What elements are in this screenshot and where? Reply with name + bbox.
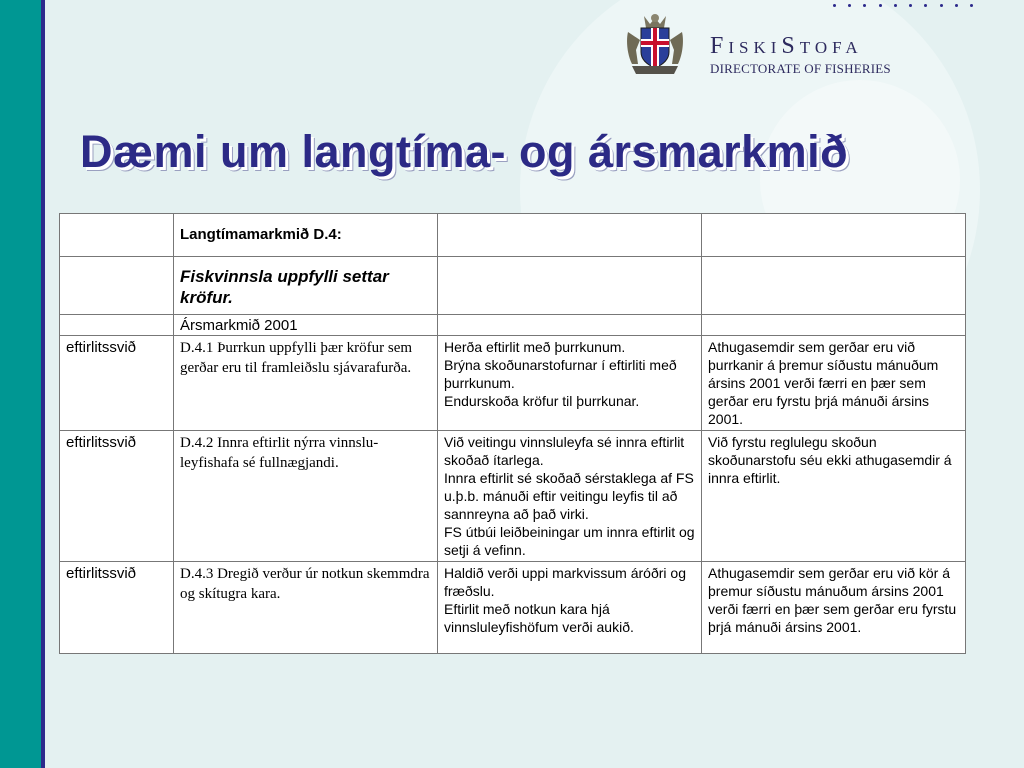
table-cell-empty <box>702 257 966 315</box>
table-header-row <box>60 214 966 257</box>
category-cell: eftirlitssvið <box>60 336 174 431</box>
table-cell-empty <box>438 214 702 257</box>
measure-cell: Við fyrstu reglulegu skoðun skoðunarstofu séu ekki athugasemdir á innra eftirlit. <box>702 431 966 562</box>
actions-cell <box>438 336 702 431</box>
brand-name: FISKISTOFA <box>710 33 863 59</box>
measure-cell: Athugasemdir sem gerðar eru við þurrkanir á þremur síðustu mánuðum ársins 2001 verði færri en þær sem gerðar eru fyrstu þrjá mánuði ársins 2001. <box>702 336 966 431</box>
table-cell-empty <box>702 214 966 257</box>
table-cell-empty <box>60 315 174 336</box>
measure-cell: Athugasemdir sem gerðar eru við kör á þremur síðustu mánuðum ársins 2001 verði færri en þær sem gerðar eru fyrstu þrjá mánuði ársins 2001. <box>702 562 966 654</box>
slide-title: Dæmi um langtíma- og ársmarkmið <box>80 126 849 177</box>
table-row <box>60 336 966 431</box>
goals-table <box>59 213 966 654</box>
action-item: Brýna skoðunarstofurnar í eftirliti með þurrkunum. <box>444 357 677 391</box>
action-item: FS útbúi leiðbeiningar um innra eftirlit og setji á vefinn. <box>444 524 695 558</box>
category-cell: eftirlitssvið <box>60 431 174 562</box>
table-cell-empty <box>438 315 702 336</box>
left-navy-bar <box>41 0 45 768</box>
action-item: Endurskoða kröfur til þurrkunar. <box>444 393 640 409</box>
action-item: Haldið verði uppi markvissum áróðri og fræðslu. <box>444 565 686 599</box>
table-cell-empty <box>60 257 174 315</box>
action-item: Innra eftirlit sé skoðað sérstaklega af FS u.þ.b. mánuði eftir veitingu leyfis til að sannreyna að það virki. <box>444 470 694 522</box>
annual-goal-label: Ársmarkmið 2001 <box>174 315 438 336</box>
table-cell-empty <box>438 257 702 315</box>
action-item: Herða eftirlit með þurrkunum. <box>444 339 626 355</box>
actions-cell <box>438 562 702 654</box>
table-row <box>60 431 966 562</box>
long-term-goal-label: Langtímamarkmið D.4: <box>174 214 438 257</box>
actions-cell <box>438 431 702 562</box>
goal-cell: D.4.3 Dregið verður úr notkun skemmdra og skítugra kara. <box>174 562 438 654</box>
action-item: Við veitingu vinnsluleyfa sé innra eftirlit skoðað ítarlega. <box>444 434 685 468</box>
table-cell-empty <box>702 315 966 336</box>
long-term-goal-subtitle: Fiskvinnsla uppfylli settar kröfur. <box>174 257 438 315</box>
table-annual-row <box>60 315 966 336</box>
table-cell-empty <box>60 214 174 257</box>
goal-cell: D.4.1 Þurrkun uppfylli þær kröfur sem gerðar eru til framleiðslu sjávarafurða. <box>174 336 438 431</box>
category-cell: eftirlitssvið <box>60 562 174 654</box>
decorative-dots <box>833 4 973 10</box>
left-teal-bar <box>0 0 41 768</box>
brand-subtitle: DIRECTORATE OF FISHERIES <box>710 61 891 76</box>
action-item: Eftirlit með notkun kara hjá vinnsluleyfishöfum verði aukið. <box>444 601 634 635</box>
brand-block <box>710 33 960 77</box>
icelandic-coat-of-arms-icon <box>624 10 686 76</box>
table-subtitle-row <box>60 257 966 315</box>
goal-cell: D.4.2 Innra eftirlit nýrra vinnslu-leyfishafa sé fullnægjandi. <box>174 431 438 562</box>
table-row <box>60 562 966 654</box>
